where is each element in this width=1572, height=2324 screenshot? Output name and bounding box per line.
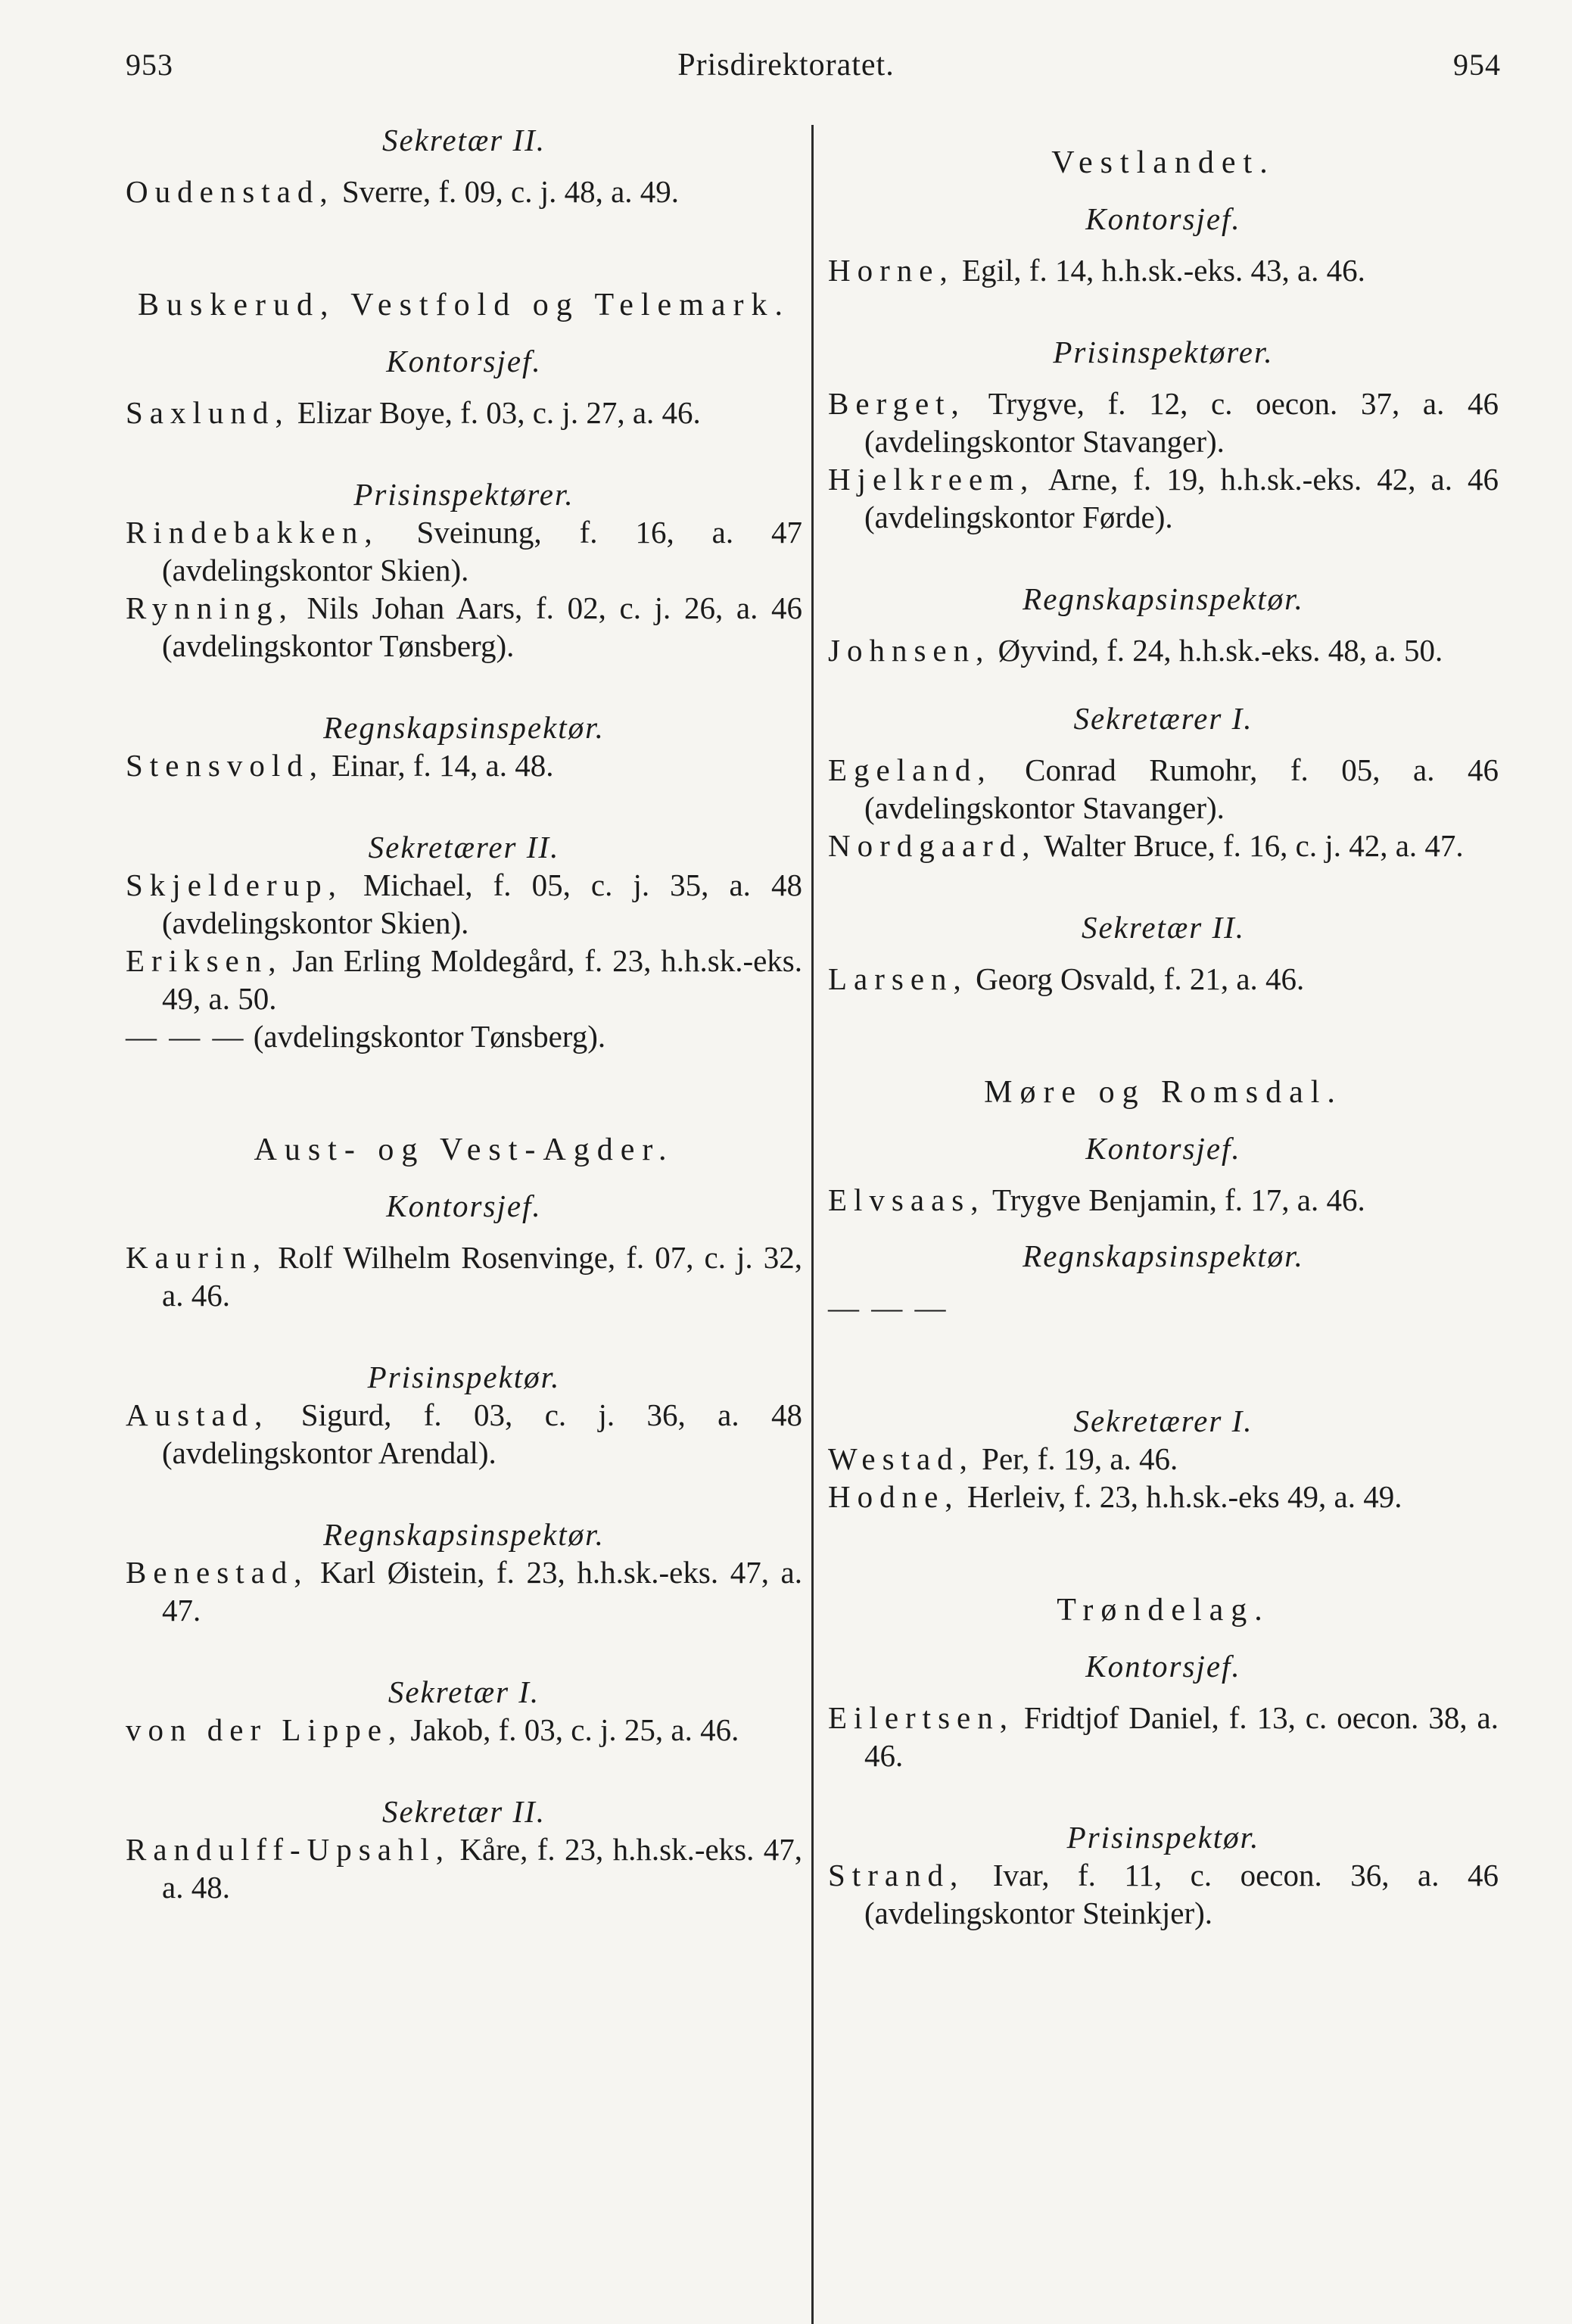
right-column [828, 121, 1499, 1932]
entry: Benestad, Karl Øistein, f. 23, h.h.sk.-eks. 47, a. 47. [126, 1555, 803, 1628]
section-title: Sekretær I. [388, 1674, 540, 1709]
region-heading: Trøndelag. [1057, 1593, 1270, 1628]
section-title: Kontorsjef. [386, 344, 542, 379]
entry: von der Lippe, Jakob, f. 03, c. j. 25, a. 46. [126, 1712, 739, 1747]
section-title: Kontorsjef. [1085, 201, 1241, 236]
page-number-right: 954 [1453, 48, 1501, 82]
section-title: Prisinspektør. [1066, 1820, 1260, 1855]
section-title: Prisinspektør. [367, 1360, 561, 1394]
entry: Strand, Ivar, f. 11, c. oecon. 36, a. 46 (avdelingskontor Steinkjer). [828, 1858, 1499, 1930]
entry: Hjelkreem, Arne, f. 19, h.h.sk.-eks. 42, a. 46 (avdelingskontor Førde). [828, 462, 1499, 534]
entry: Eilertsen, Fridtjof Daniel, f. 13, c. oecon. 38, a. 46. [828, 1700, 1499, 1773]
entry: Stensvold, Einar, f. 14, a. 48. [126, 748, 554, 783]
entry: Austad, Sigurd, f. 03, c. j. 36, a. 48 (avdelingskontor Arendal). [126, 1397, 802, 1470]
section-title: Sekretær II. [381, 1794, 546, 1829]
entry: Larsen, Georg Osvald, f. 21, a. 46. [828, 961, 1305, 996]
section-title: Regnskapsinspektør. [1023, 581, 1304, 616]
entry: Johnsen, Øyvind, f. 24, h.h.sk.-eks. 48, a. 50. [828, 633, 1443, 668]
section-title: Kontorsjef. [1085, 1649, 1241, 1684]
entry: Elvsaas, Trygve Benjamin, f. 17, a. 46. [828, 1182, 1365, 1217]
page-number-left: 953 [126, 48, 173, 82]
region-heading: Aust- og Vest-Agder. [254, 1132, 674, 1167]
section-title: Kontorsjef. [386, 1188, 542, 1223]
section-title: Sekretær II. [1081, 910, 1246, 945]
entry: Hodne, Herleiv, f. 23, h.h.sk.-eks 49, a. 49. [828, 1479, 1402, 1514]
section-title: Sekretærer I. [1073, 1403, 1253, 1438]
entry: — — — [828, 1290, 948, 1325]
region-heading: Buskerud, Vestfold og Telemark. [138, 288, 790, 322]
entry: Horne, Egil, f. 14, h.h.sk.-eks. 43, a. 46. [828, 253, 1365, 288]
entry: Saxlund, Elizar Boye, f. 03, c. j. 27, a. 46. [126, 395, 701, 430]
entry: Rindebakken, Sveinung, f. 16, a. 47 (avdelingskontor Skien). [126, 515, 802, 587]
section-title: Regnskapsinspektør. [323, 710, 605, 745]
entry: Egeland, Conrad Rumohr, f. 05, a. 46 (avdelingskontor Stavanger). [828, 752, 1499, 825]
entry: Berget, Trygve, f. 12, c. oecon. 37, a. 46 (avdelingskontor Stavanger). [828, 386, 1499, 459]
entry: Kaurin, Rolf Wilhelm Rosenvinge, f. 07, c. j. 32, a. 46. [126, 1240, 802, 1313]
region-heading: Møre og Romsdal. [984, 1075, 1343, 1110]
section-title: Sekretær II. [381, 123, 546, 157]
section-title: Sekretærer I. [1073, 701, 1253, 736]
section-title: Sekretærer II. [368, 830, 560, 864]
column-divider [811, 125, 814, 2324]
entry: Eriksen, Jan Erling Moldegård, f. 23, h.h.sk.-eks. 49, a. 50. [126, 943, 802, 1016]
section-title: Regnskapsinspektør. [323, 1517, 605, 1552]
entry: Nordgaard, Walter Bruce, f. 16, c. j. 42, a. 47. [828, 828, 1464, 863]
left-column [126, 121, 802, 1906]
page-title: Prisdirektoratet. [677, 48, 895, 83]
entry: Oudenstad, Sverre, f. 09, c. j. 48, a. 49. [126, 174, 680, 209]
section-title: Prisinspektører. [353, 477, 574, 512]
region-heading: Vestlandet. [1051, 145, 1275, 180]
section-title: Kontorsjef. [1085, 1131, 1241, 1166]
section-title: Prisinspektører. [1053, 335, 1274, 369]
entry: — — — (avdelingskontor Tønsberg). [126, 1019, 606, 1054]
entry: Westad, Per, f. 19, a. 46. [828, 1441, 1178, 1476]
section-title: Regnskapsinspektør. [1023, 1238, 1304, 1273]
entry: Rynning, Nils Johan Aars, f. 02, c. j. 26, a. 46 (avdelingskontor Tønsberg). [126, 590, 803, 663]
entry: Skjelderup, Michael, f. 05, c. j. 35, a. 48 (avdelingskontor Skien). [126, 868, 802, 940]
entry: Randulff-Upsahl, Kåre, f. 23, h.h.sk.-eks. 47, a. 48. [126, 1832, 802, 1905]
